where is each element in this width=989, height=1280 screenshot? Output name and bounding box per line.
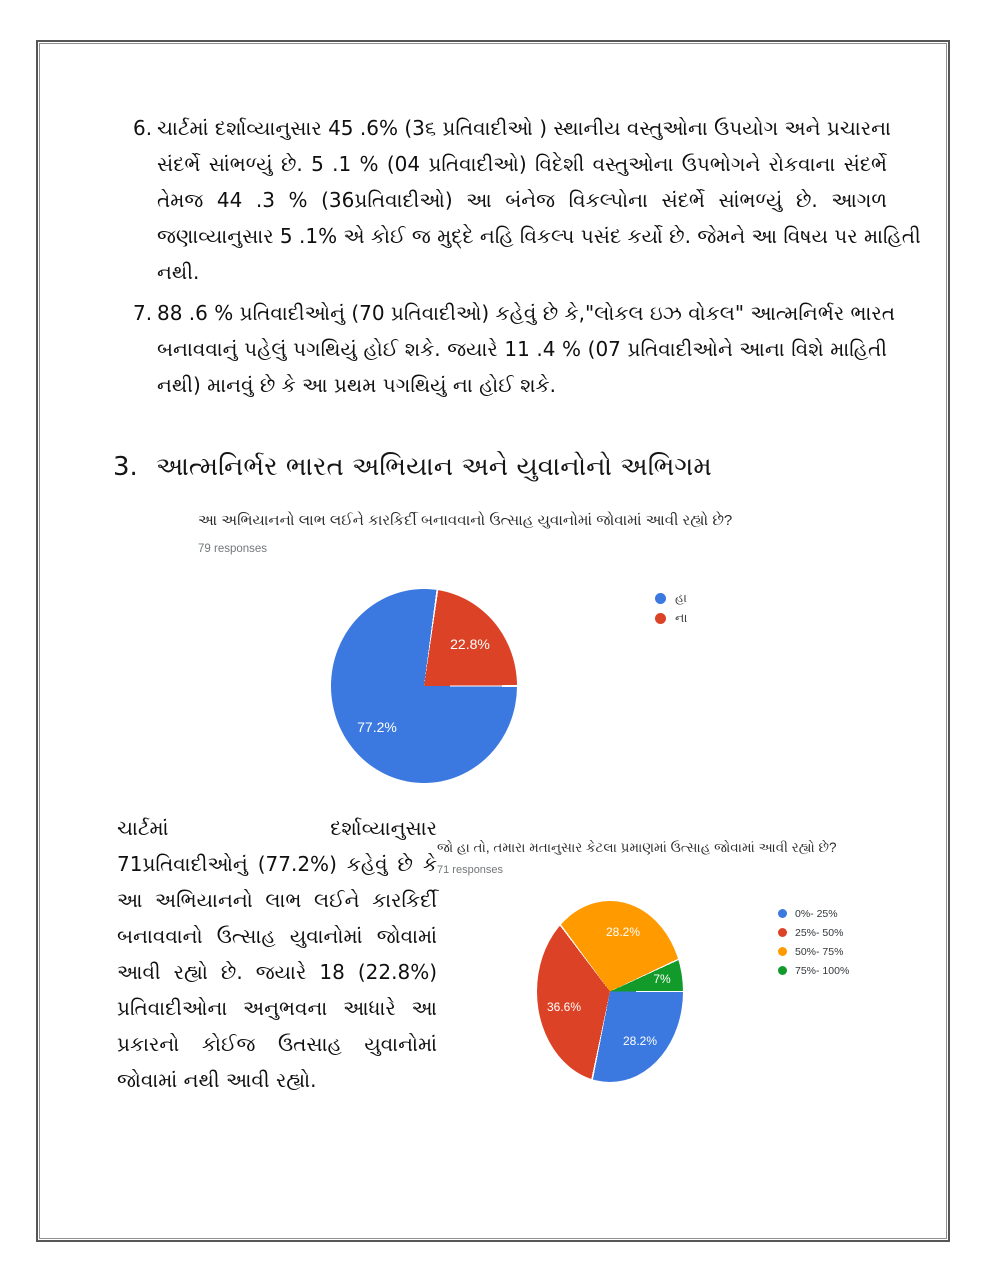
pie-chart-1 xyxy=(331,589,517,783)
paragraph-line: આવી રહ્યો છે. જયારે 18 (22.8%) xyxy=(117,960,437,984)
legend-row xyxy=(778,923,849,942)
paragraph-line: આ અભિયાનનો લાભ લઈને કારકિર્દી xyxy=(117,888,437,912)
legend-dot-0-25 xyxy=(778,909,787,918)
legend-label-75-100: 75%- 100% xyxy=(795,964,850,977)
section-heading-text: આત્મનિર્ભર ભારત અભિયાન અને યુવાનોનો અભિગમ xyxy=(155,452,712,482)
chart-1-response-count: 79 responses xyxy=(198,543,268,555)
list-item-6-number: 6. xyxy=(133,116,153,140)
slice-label-yes: 77.2% xyxy=(357,719,397,735)
section-heading-number: 3. xyxy=(113,452,138,482)
pie-chart-2 xyxy=(537,901,683,1082)
legend-label-0-25: 0%- 25% xyxy=(795,907,838,920)
list-line: જણાવ્યાનુસાર 5 .1% એ કોઈ જ મુદ્દે નહિ વિકલ્પ પસંદ કર્યો છે. જેમને આ વિષય પર માહિતી xyxy=(157,224,921,248)
legend-label-no: ના xyxy=(675,610,688,625)
analysis-paragraph xyxy=(117,810,437,1098)
list-item-7-number: 7. xyxy=(133,301,153,325)
list-line: 88 .6 % પ્રતિવાદીઓનું (70 પ્રતિવાદીઓ) કહેવું છે કે,"લોકલ ઇઝ વોકલ" આત્મનિર્ભર ભારત xyxy=(157,301,896,325)
legend-label-50-75: 50%- 75% xyxy=(795,945,844,958)
list-line: ચાર્ટમાં દર્શાવ્યાનુસાર 45 .6% (3૬ પ્રતિવાદીઓ ) સ્થાનીય વસ્તુઓના ઉપયોગ અને પ્રચારના xyxy=(157,116,891,140)
legend-dot-yes xyxy=(655,593,666,604)
slice-label-50-75: 28.2% xyxy=(605,925,641,939)
legend-row xyxy=(778,942,849,961)
list-line: તેમજ 44 .3 % (36પ્રતિવાદીઓ) આ બંનેજ વિકલ્પોના સંદર્ભે સાંભળ્યું છે. આગળ xyxy=(157,188,887,212)
legend-label-25-50: 25%- 50% xyxy=(795,926,844,939)
legend-label-yes: હા xyxy=(675,590,687,605)
paragraph-line: પ્રતિવાદીઓના અનુભવના આધારે આ xyxy=(117,996,437,1020)
list-item-6 xyxy=(157,110,921,290)
chart-1-legend xyxy=(655,588,687,628)
legend-dot-no xyxy=(655,613,666,624)
legend-dot-75-100 xyxy=(778,966,787,975)
paragraph-line: 71પ્રતિવાદીઓનું (77.2%) કહેવું છે કે xyxy=(117,852,437,876)
paragraph-line: જોવામાં નથી આવી રહ્યો. xyxy=(117,1068,317,1092)
legend-row xyxy=(778,961,849,980)
chart-2-legend xyxy=(778,904,849,980)
legend-row xyxy=(655,588,687,608)
legend-row xyxy=(778,904,849,923)
list-line: સંદર્ભે સાંભળ્યું છે. 5 .1 % (04 પ્રતિવાદીઓ) વિદેશી વસ્તુઓના ઉપભોગને રોકવાના સંદર્ભે xyxy=(157,152,887,176)
slice-label-25-50: 36.6% xyxy=(546,1000,582,1014)
paragraph-line: ચાર્ટમાં દર્શાવ્યાનુસાર xyxy=(117,816,437,840)
legend-dot-50-75 xyxy=(778,947,787,956)
paragraph-line: બનાવવાનો ઉત્સાહ યુવાનોમાં જોવામાં xyxy=(117,924,437,948)
slice-label-no: 22.8% xyxy=(450,636,490,652)
slice-label-0-25: 28.2% xyxy=(622,1034,658,1048)
chart-2-question: જો હા તો, તમારા મતાનુસાર કેટલા પ્રમાણમાં ઉત્સાહ જોવામાં આવી રહ્યો છે? xyxy=(437,840,837,855)
list-line: નથી) માનવું છે કે આ પ્રથમ પગથિયું ના હોઈ શકે. xyxy=(157,373,556,397)
paragraph-line: પ્રકારનો કોઈજ ઉતસાહ યુવાનોમાં xyxy=(117,1032,437,1056)
chart-2-response-count: 71 responses xyxy=(437,864,504,876)
legend-dot-25-50 xyxy=(778,928,787,937)
legend-row xyxy=(655,608,687,628)
list-item-7 xyxy=(157,295,896,403)
section-heading xyxy=(113,450,712,484)
list-line: નથી. xyxy=(157,260,200,284)
list-line: બનાવવાનું પહેલું પગથિયું હોઈ શકે. જયારે 11 .4 % (07 પ્રતિવાદીઓને આના વિશે માહિતી xyxy=(157,337,887,361)
slice-label-75-100: 7% xyxy=(653,972,671,986)
chart-1-question: આ અભિયાનનો લાભ લઈને કારકિર્દી બનાવવાનો ઉત્સાહ યુવાનોમાં જોવામાં આવી રહ્યો છે? xyxy=(198,512,733,529)
